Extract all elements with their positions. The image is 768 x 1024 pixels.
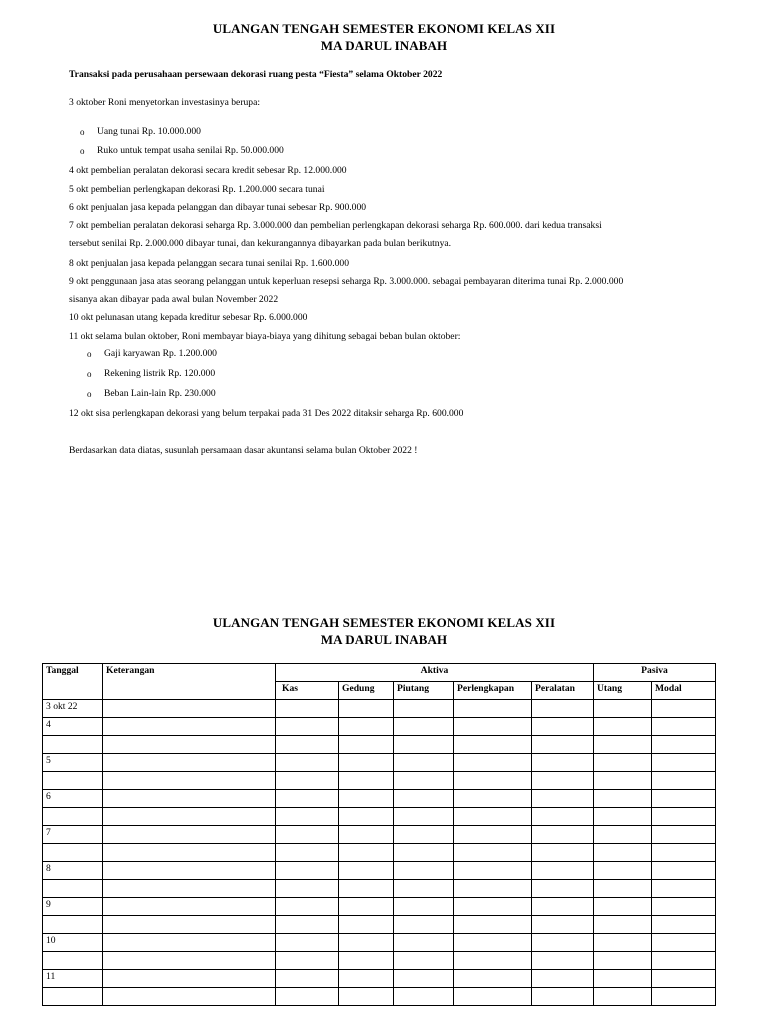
header-gedung: Gedung [339, 682, 394, 700]
table-cell [339, 808, 394, 826]
table-cell [276, 898, 339, 916]
table-cell [454, 844, 532, 862]
table-cell [276, 988, 339, 1006]
table-cell [103, 970, 276, 988]
table-cell [652, 718, 716, 736]
table-cell [454, 988, 532, 1006]
bullet-marker: o [87, 369, 92, 379]
accounting-equation-table [42, 663, 716, 1006]
table-cell [532, 970, 594, 988]
header-aktiva: Aktiva [276, 664, 594, 682]
table-cell [454, 808, 532, 826]
table-cell [454, 952, 532, 970]
date-cell: 7 [43, 826, 103, 844]
table-cell [394, 808, 454, 826]
expense-item [87, 368, 216, 380]
table-cell [652, 826, 716, 844]
table-cell [652, 772, 716, 790]
table-cell [532, 916, 594, 934]
table-cell [394, 718, 454, 736]
table-cell [339, 880, 394, 898]
expense-text: Gaji karyawan Rp. 1.200.000 [104, 348, 217, 359]
table-cell [276, 718, 339, 736]
table-cell [103, 772, 276, 790]
table-cell [276, 844, 339, 862]
table-row [43, 916, 716, 934]
table-row [43, 970, 716, 988]
table-cell [652, 862, 716, 880]
date-cell [43, 772, 103, 790]
table-cell [103, 952, 276, 970]
table-cell [532, 826, 594, 844]
date-cell: 10 [43, 934, 103, 952]
table-cell [532, 718, 594, 736]
table-cell [103, 718, 276, 736]
table-row [43, 718, 716, 736]
bullet-marker: o [80, 146, 85, 156]
date-cell: 5 [43, 754, 103, 772]
table-cell [652, 790, 716, 808]
table-cell [594, 844, 652, 862]
table-cell [339, 862, 394, 880]
table-cell [652, 700, 716, 718]
header-perlengkapan: Perlengkapan [454, 682, 532, 700]
transaction-line: 4 okt pembelian peralatan dekorasi secara kredit sebesar Rp. 12.000.000 [69, 165, 347, 176]
table-cell [532, 790, 594, 808]
table-cell [532, 844, 594, 862]
table-cell [394, 862, 454, 880]
table-cell [594, 826, 652, 844]
table-row [43, 826, 716, 844]
table-cell [594, 862, 652, 880]
table-cell [532, 880, 594, 898]
transaction-line: 10 okt pelunasan utang kepada kreditur sebesar Rp. 6.000.000 [69, 312, 308, 323]
table-cell [103, 790, 276, 808]
table-cell [339, 844, 394, 862]
table-cell [594, 970, 652, 988]
date-cell: 4 [43, 718, 103, 736]
table-row [43, 790, 716, 808]
table-cell [103, 808, 276, 826]
expense-item [87, 388, 216, 400]
table-cell [339, 934, 394, 952]
investment-item [80, 145, 284, 157]
table-row [43, 844, 716, 862]
date-cell [43, 952, 103, 970]
bullet-marker: o [87, 349, 92, 359]
table-cell [276, 862, 339, 880]
table-cell [394, 880, 454, 898]
date-cell: 9 [43, 898, 103, 916]
table-cell [103, 988, 276, 1006]
table-cell [532, 952, 594, 970]
table-row [43, 754, 716, 772]
header-modal: Modal [652, 682, 716, 700]
table-cell [594, 700, 652, 718]
table-cell [394, 988, 454, 1006]
table-cell [532, 862, 594, 880]
table-row [43, 808, 716, 826]
header-piutang: Piutang [394, 682, 454, 700]
date-cell [43, 808, 103, 826]
table-row [43, 700, 716, 718]
table-cell [394, 844, 454, 862]
header-pasiva: Pasiva [594, 664, 716, 682]
table-cell [103, 862, 276, 880]
table-cell [652, 808, 716, 826]
transaction-subtitle: Transaksi pada perusahaan persewaan dekorasi ruang pesta “Fiesta” selama Oktober 2022 [69, 69, 443, 80]
table-cell [594, 736, 652, 754]
table-cell [339, 826, 394, 844]
table-cell [339, 988, 394, 1006]
table-cell [594, 988, 652, 1006]
transaction-line: sisanya akan dibayar pada awal bulan November 2022 [69, 294, 279, 305]
transaction-line: 7 okt pembelian peralatan dekorasi seharga Rp. 3.000.000 dan pembelian perlengkapan dekorasi seharga Rp. 600.000. dari kedua transaksi [69, 220, 602, 231]
table-cell [394, 898, 454, 916]
school-name: MA DARUL INABAH [320, 632, 448, 647]
table-cell [276, 952, 339, 970]
table-cell [276, 880, 339, 898]
table-cell [276, 916, 339, 934]
table-cell [594, 790, 652, 808]
date-cell: 11 [43, 970, 103, 988]
table-row [43, 772, 716, 790]
table-cell [532, 898, 594, 916]
table-cell [276, 970, 339, 988]
table-cell [532, 736, 594, 754]
table-cell [652, 916, 716, 934]
transaction-line: 6 okt penjualan jasa kepada pelanggan dan dibayar tunai sebesar Rp. 900.000 [69, 202, 367, 213]
table-row [43, 736, 716, 754]
table-cell [339, 700, 394, 718]
table-row [43, 880, 716, 898]
date-cell [43, 916, 103, 934]
table-cell [454, 934, 532, 952]
table-cell [394, 754, 454, 772]
table-cell [394, 772, 454, 790]
date-cell: 3 okt 22 [43, 700, 103, 718]
table-cell [652, 970, 716, 988]
table-cell [594, 916, 652, 934]
table-cell [532, 772, 594, 790]
table-cell [276, 790, 339, 808]
table-cell [276, 700, 339, 718]
table-cell [276, 754, 339, 772]
table-cell [532, 808, 594, 826]
exam-header-bottom [0, 614, 768, 648]
table-cell [276, 736, 339, 754]
table-cell [594, 808, 652, 826]
table-cell [454, 826, 532, 844]
table-cell [594, 898, 652, 916]
date-cell [43, 880, 103, 898]
table-cell [103, 754, 276, 772]
transaction-line: tersebut senilai Rp. 2.000.000 dibayar tunai, dan kekurangannya dibayarkan pada bulan berikutnya. [69, 238, 452, 249]
table-row [43, 988, 716, 1006]
table-cell [339, 772, 394, 790]
table-row [43, 898, 716, 916]
table-cell [103, 736, 276, 754]
table-cell [454, 736, 532, 754]
transaction-line: 8 okt penjualan jasa kepada pelanggan secara tunai senilai Rp. 1.600.000 [69, 258, 349, 269]
table-cell [454, 862, 532, 880]
table-row [43, 934, 716, 952]
table-header-row [43, 664, 716, 682]
bullet-marker: o [87, 389, 92, 399]
table-cell [594, 880, 652, 898]
bullet-marker: o [80, 127, 85, 137]
expense-text: Rekening listrik Rp. 120.000 [104, 368, 216, 379]
table-cell [594, 754, 652, 772]
header-kas: Kas [276, 682, 339, 700]
table-cell [454, 718, 532, 736]
table-cell [339, 736, 394, 754]
table-cell [394, 736, 454, 754]
table-cell [454, 790, 532, 808]
table-cell [103, 934, 276, 952]
table-cell [394, 970, 454, 988]
table-cell [652, 934, 716, 952]
table-cell [594, 952, 652, 970]
exam-title: ULANGAN TENGAH SEMESTER EKONOMI KELAS XII [212, 21, 556, 36]
table-cell [532, 700, 594, 718]
transaction-line: 5 okt pembelian perlengkapan dekorasi Rp. 1.200.000 secara tunai [69, 184, 325, 195]
table-cell [652, 880, 716, 898]
table-cell [103, 898, 276, 916]
table-cell [394, 952, 454, 970]
table-cell [652, 988, 716, 1006]
expense-item [87, 348, 217, 360]
header-utang: Utang [594, 682, 652, 700]
table-cell [276, 772, 339, 790]
transaction-line: 9 okt penggunaan jasa atas seorang pelanggan untuk keperluan resepsi seharga Rp. 3.000.000. sebagai pembayaran diterima tunai Rp. 2.000.000 [69, 276, 624, 287]
table-cell [339, 898, 394, 916]
table-cell [454, 898, 532, 916]
table-cell [339, 970, 394, 988]
table-cell [394, 790, 454, 808]
table-cell [103, 844, 276, 862]
table-cell [454, 754, 532, 772]
table-cell [394, 934, 454, 952]
table-cell [532, 934, 594, 952]
date-cell: 8 [43, 862, 103, 880]
table-cell [652, 754, 716, 772]
header-tanggal: Tanggal [43, 664, 103, 700]
transaction-line: 11 okt selama bulan oktober, Roni membayar biaya-biaya yang dihitung sebagai beban bulan oktober: [69, 331, 461, 342]
expense-text: Beban Lain-lain Rp. 230.000 [104, 388, 216, 399]
table-cell [339, 916, 394, 934]
table-row [43, 862, 716, 880]
header-keterangan: Keterangan [103, 664, 276, 700]
table-cell [454, 880, 532, 898]
table-cell [454, 970, 532, 988]
table-cell [339, 718, 394, 736]
exam-title: ULANGAN TENGAH SEMESTER EKONOMI KELAS XII [212, 615, 556, 630]
table-cell [339, 952, 394, 970]
table-row [43, 952, 716, 970]
table-cell [532, 754, 594, 772]
table-cell [103, 700, 276, 718]
table-cell [276, 808, 339, 826]
table-cell [276, 934, 339, 952]
exam-header-top [0, 20, 768, 54]
table-cell [594, 934, 652, 952]
table-cell [652, 898, 716, 916]
intro-line: 3 oktober Roni menyetorkan investasinya berupa: [69, 97, 261, 108]
school-name: MA DARUL INABAH [320, 38, 448, 53]
table-cell [652, 736, 716, 754]
table-cell [103, 880, 276, 898]
table-cell [394, 826, 454, 844]
instruction-line: Berdasarkan data diatas, susunlah persamaan dasar akuntansi selama bulan Oktober 2022 ! [69, 445, 418, 456]
table-cell [454, 916, 532, 934]
table-cell [594, 772, 652, 790]
investment-text: Uang tunai Rp. 10.000.000 [97, 126, 201, 137]
date-cell [43, 736, 103, 754]
table-cell [276, 826, 339, 844]
date-cell [43, 844, 103, 862]
date-cell: 6 [43, 790, 103, 808]
investment-text: Ruko untuk tempat usaha senilai Rp. 50.000.000 [97, 145, 284, 156]
table-cell [394, 916, 454, 934]
investment-item [80, 126, 201, 138]
transaction-line: 12 okt sisa perlengkapan dekorasi yang belum terpakai pada 31 Des 2022 ditaksir seharga Rp. 600.000 [69, 408, 464, 419]
table-cell [454, 700, 532, 718]
table-cell [652, 844, 716, 862]
table-cell [103, 916, 276, 934]
table-cell [652, 952, 716, 970]
table-cell [532, 988, 594, 1006]
header-peralatan: Peralatan [532, 682, 594, 700]
date-cell [43, 988, 103, 1006]
table-cell [339, 790, 394, 808]
table-cell [103, 826, 276, 844]
table-cell [454, 772, 532, 790]
table-cell [339, 754, 394, 772]
table-cell [394, 700, 454, 718]
table-cell [594, 718, 652, 736]
